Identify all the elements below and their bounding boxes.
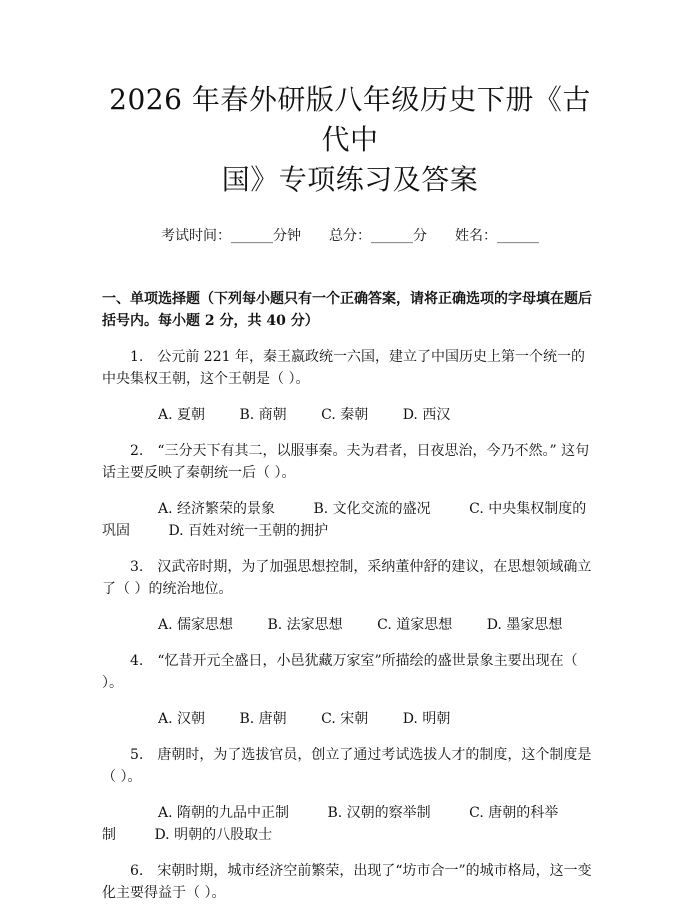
question-1-options [102,404,598,426]
option-b: B. 唐朝 [239,711,287,727]
option-b: B. 汉朝的察举制 [327,805,431,821]
option-b: B. 文化交流的盛况 [313,501,431,517]
option-a: A. 汉朝 [158,711,206,727]
option-c: C. 中央集权制度的巩固 [102,501,587,539]
option-b: B. 法家思想 [267,617,343,633]
option-d: D. 墨家思想 [486,617,563,633]
question-2-options [102,498,598,542]
option-c: C. 道家思想 [377,617,453,633]
question-4: 4. “忆昔开元全盛日，小邑犹藏万家室”所描绘的盛世景象主要出现在（ ）。 [102,653,578,691]
exam-time-field: 考试时间：______分钟 [161,228,301,244]
question-3: 3. 汉武帝时期，为了加强思想控制，采纳董仲舒的建议，在思想领域确立了（ ）的统治地位。 [102,559,592,597]
option-a: A. 隋朝的九品中正制 [158,805,290,821]
exam-info [102,226,598,246]
option-a: A. 儒家思想 [158,617,234,633]
option-d: D. 明朝 [402,711,451,727]
option-c: C. 唐朝的科举制 [102,805,559,843]
question-1: 1. 公元前 221 年，秦王嬴政统一六国，建立了中国历史上第一个统一的中央集权王朝，这个王朝是（ ）。 [102,349,585,387]
question-6: 6. 宋朝时期，城市经济空前繁荣，出现了“坊市合一”的城市格局，这一变化主要得益于（ ）。 [102,863,592,901]
option-c: C. 秦朝 [321,407,369,423]
student-name-field: 姓名：______ [455,228,539,244]
total-score-field: 总分：______分 [329,228,427,244]
title-line-1: 2026 年春外研版八年级历史下册《古代中 [109,83,591,156]
option-d: D. 明朝的八股取士 [154,827,273,843]
document-title [102,0,598,200]
section-heading: 一、单项选择题（下列每小题只有一个正确答案，请将正确选项的字母填在题后括号内。每小题 2 分，共 40 分） [102,291,592,329]
option-b: B. 商朝 [239,407,287,423]
option-a: A. 夏朝 [158,407,206,423]
question-5: 5. 唐朝时，为了选拔官员，创立了通过考试选拔人才的制度，这个制度是（ ）。 [102,747,592,785]
option-c: C. 宋朝 [321,711,369,727]
question-2: 2. “三分天下有其二，以服事秦。夫为君者，日夜思治，今乃不然。” 这句话主要反映了秦朝统一后（ ）。 [102,443,590,481]
question-3-options [102,614,598,636]
option-d: D. 西汉 [402,407,451,423]
option-d: D. 百姓对统一王朝的拥护 [168,523,329,539]
question-5-options [102,802,598,846]
title-line-2: 国》专项练习及答案 [221,163,479,196]
question-4-options [102,708,598,730]
option-a: A. 经济繁荣的景象 [158,501,276,517]
